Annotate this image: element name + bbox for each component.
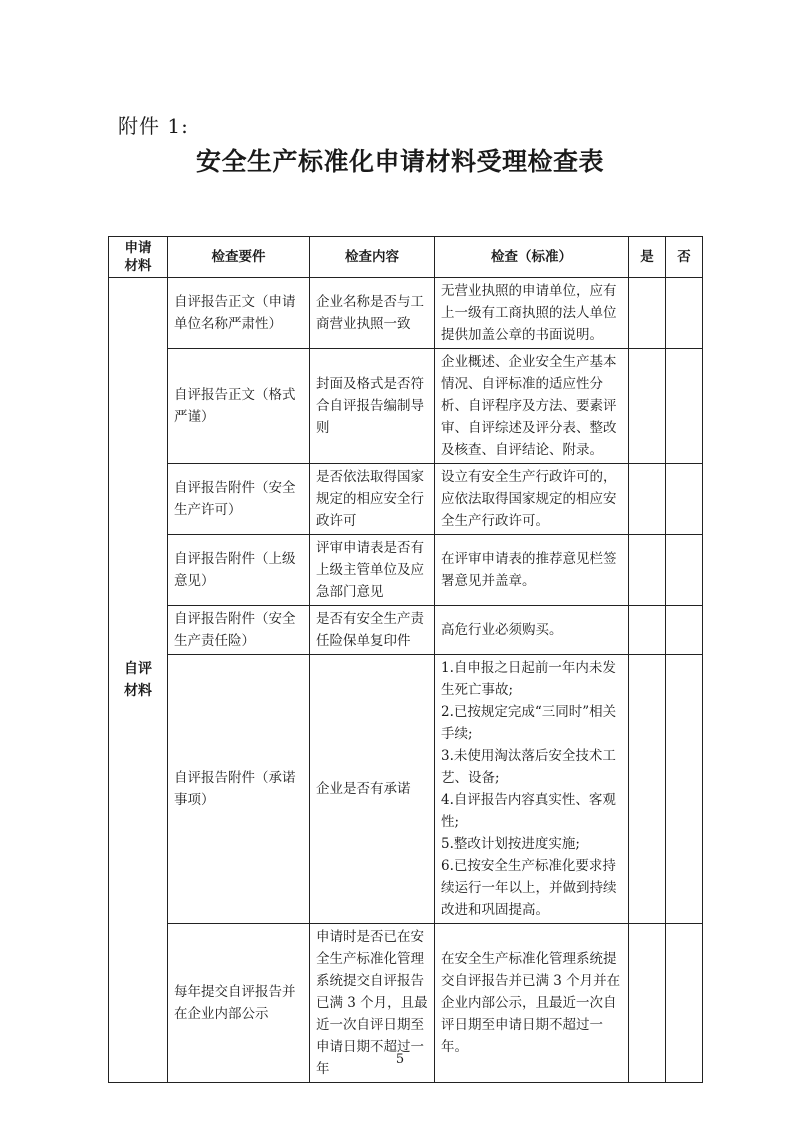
no-checkbox-cell[interactable] <box>666 349 703 464</box>
requirement-cell: 每年提交自评报告并在企业内部公示 <box>168 924 310 1083</box>
standard-cell: 企业概述、企业安全生产基本情况、自评标准的适应性分析、自评程序及方法、要素评审、自评综述及评分表、整改及核查、自评结论、附录。 <box>435 349 629 464</box>
content-cell: 企业是否有承诺 <box>310 655 435 924</box>
table-row <box>109 606 703 655</box>
commitment-item: 1.自申报之日起前一年内未发生死亡事故; <box>441 660 616 698</box>
commitment-item: 2.已按规定完成“三同时”相关手续; <box>441 704 617 742</box>
standard-cell: 设立有安全生产行政许可的，应依法取得国家规定的相应安全生产行政许可。 <box>435 464 629 535</box>
table-row <box>109 655 703 924</box>
table-row <box>109 464 703 535</box>
yes-checkbox-cell[interactable] <box>629 655 666 924</box>
content-cell: 是否依法取得国家规定的相应安全行政许可 <box>310 464 435 535</box>
no-checkbox-cell[interactable] <box>666 655 703 924</box>
no-checkbox-cell[interactable] <box>666 606 703 655</box>
content-cell: 评审申请表是否有上级主管单位及应急部门意见 <box>310 535 435 606</box>
attachment-label: 附件 1: <box>118 114 189 138</box>
content-cell: 申请时是否已在安全生产标准化管理系统提交自评报告已满 3 个月，且最近一次自评日期至申请日期不超过一年 <box>310 924 435 1083</box>
standard-cell: 无营业执照的申请单位，应有上一级有工商执照的法人单位提供加盖公章的书面说明。 <box>435 278 629 349</box>
header-no: 否 <box>666 237 703 278</box>
requirement-cell: 自评报告正文（格式严谨） <box>168 349 310 464</box>
requirement-cell: 自评报告附件（安全生产许可） <box>168 464 310 535</box>
content-cell: 企业名称是否与工商营业执照一致 <box>310 278 435 349</box>
no-checkbox-cell[interactable] <box>666 278 703 349</box>
table-header-row <box>109 237 703 278</box>
page-title: 安全生产标准化申请材料受理检查表 <box>195 147 604 176</box>
standard-cell: 在安全生产标准化管理系统提交自评报告并已满 3 个月并在企业内部公示，且最近一次自评日期至申请日期不超过一年。 <box>435 924 629 1083</box>
table-row <box>109 278 703 349</box>
page-number: 5 <box>395 1052 405 1067</box>
requirement-cell: 自评报告附件（承诺事项） <box>168 655 310 924</box>
requirement-cell: 自评报告正文（申请单位名称严肃性） <box>168 278 310 349</box>
commitment-item: 5.整改计划按进度实施; <box>441 836 580 852</box>
requirement-cell: 自评报告附件（上级意见） <box>168 535 310 606</box>
inspection-table <box>108 236 703 1083</box>
requirement-cell: 自评报告附件（安全生产责任险） <box>168 606 310 655</box>
category-cell: 自评 材料 <box>109 278 168 1083</box>
table-row <box>109 535 703 606</box>
header-content: 检查内容 <box>310 237 435 278</box>
content-cell: 是否有安全生产责任险保单复印件 <box>310 606 435 655</box>
standard-cell <box>435 655 629 924</box>
no-checkbox-cell[interactable] <box>666 535 703 606</box>
no-checkbox-cell[interactable] <box>666 464 703 535</box>
yes-checkbox-cell[interactable] <box>629 464 666 535</box>
header-standard: 检查（标准） <box>435 237 629 278</box>
content-cell: 封面及格式是否符合自评报告编制导则 <box>310 349 435 464</box>
header-category: 申请 材料 <box>109 237 168 278</box>
yes-checkbox-cell[interactable] <box>629 606 666 655</box>
commitment-item: 4.自评报告内容真实性、客观性; <box>441 792 616 830</box>
yes-checkbox-cell[interactable] <box>629 278 666 349</box>
standard-cell: 在评审申请表的推荐意见栏签署意见并盖章。 <box>435 535 629 606</box>
commitment-item: 6.已按安全生产标准化要求持续运行一年以上，并做到持续改进和巩固提高。 <box>441 858 617 918</box>
header-requirement: 检查要件 <box>168 237 310 278</box>
standard-cell: 高危行业必须购买。 <box>435 606 629 655</box>
yes-checkbox-cell[interactable] <box>629 349 666 464</box>
header-yes: 是 <box>629 237 666 278</box>
table-row <box>109 349 703 464</box>
yes-checkbox-cell[interactable] <box>629 535 666 606</box>
commitment-item: 3.未使用淘汰落后安全技术工艺、设备; <box>441 748 616 786</box>
